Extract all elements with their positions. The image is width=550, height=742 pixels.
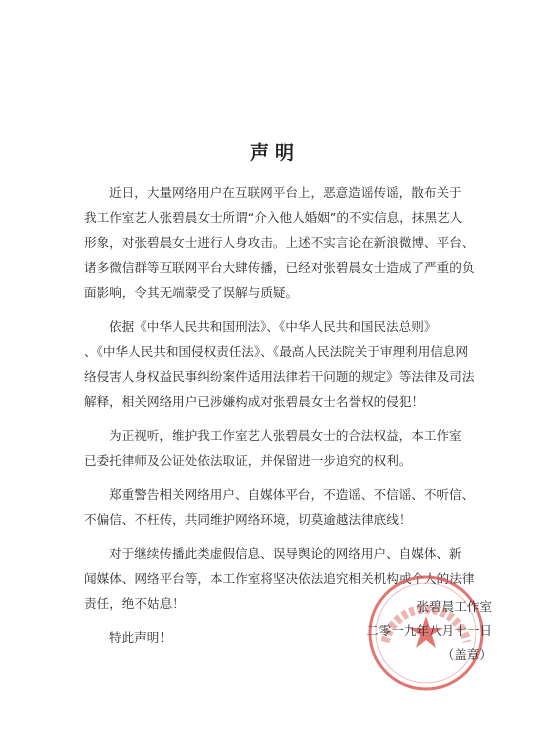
document-title: 声明: [249, 142, 300, 164]
text-line: 特此声明！: [109, 630, 172, 645]
text-line: 对于继续传播此类虚假信息、误导舆论的网络用户、自媒体、新: [109, 546, 462, 561]
text-line: 责任，绝不姑息！: [84, 596, 185, 611]
text-line: 郑重警告相关网络用户、自媒体平台，不造谣、不信谣、不听信、: [109, 487, 475, 502]
text-line: 形象，对张碧晨女士进行人身攻击。上述不实言论在新浪微博、平台、: [84, 235, 475, 250]
seal-note: （盖章）: [441, 647, 492, 662]
text-line: 面影响，令其无端蒙受了误解与质疑。: [84, 285, 299, 300]
text-line: 已委托律师及公证处依法取证，并保留进一步追究的权利。: [84, 453, 412, 468]
text-line: 、《中华人民共和国侵权责任法》、《最高人民法院关于审理利用信息网: [84, 344, 469, 359]
studio-name: 张碧晨工作室: [416, 599, 492, 614]
text-line: 依据《中华人民共和国刑法》、《中华人民共和国民法总则》: [109, 319, 437, 334]
paragraph-4: [84, 482, 484, 532]
signature-date: 二零一九年八月十一日: [366, 623, 492, 638]
signature-block: [366, 595, 492, 667]
text-line: 解释，相关网络用户已涉嫌构成对张碧晨女士名誉权的侵犯！: [84, 394, 425, 409]
text-line: 不偏信、不枉传，共同维护网络环境，切莫逾越法律底线！: [84, 512, 412, 527]
paragraph-2: [84, 314, 484, 414]
paragraph-3: [84, 423, 484, 473]
text-line: 诸多微信群等互联网平台大肆传播，已经对张碧晨女士造成了严重的负: [84, 260, 475, 275]
text-line: 络侵害人身权益民事纠纷案件适用法律若干问题的规定》等法律及司法: [84, 369, 475, 384]
text-line: 闻媒体、网络平台等，本工作室将坚决依法追究相关机构或个人的法律: [84, 571, 475, 586]
paragraph-1: [84, 180, 484, 305]
text-line: 近日，大量网络用户在互联网平台上，恶意造谣传谣，散布关于: [109, 185, 462, 200]
text-line: 我工作室艺人张碧晨女士所谓“介入他人婚姻”的不实信息，抹黑艺人: [84, 210, 463, 225]
text-line: 为正视听，维护我工作室艺人张碧晨女士的合法权益，本工作室: [109, 428, 462, 443]
